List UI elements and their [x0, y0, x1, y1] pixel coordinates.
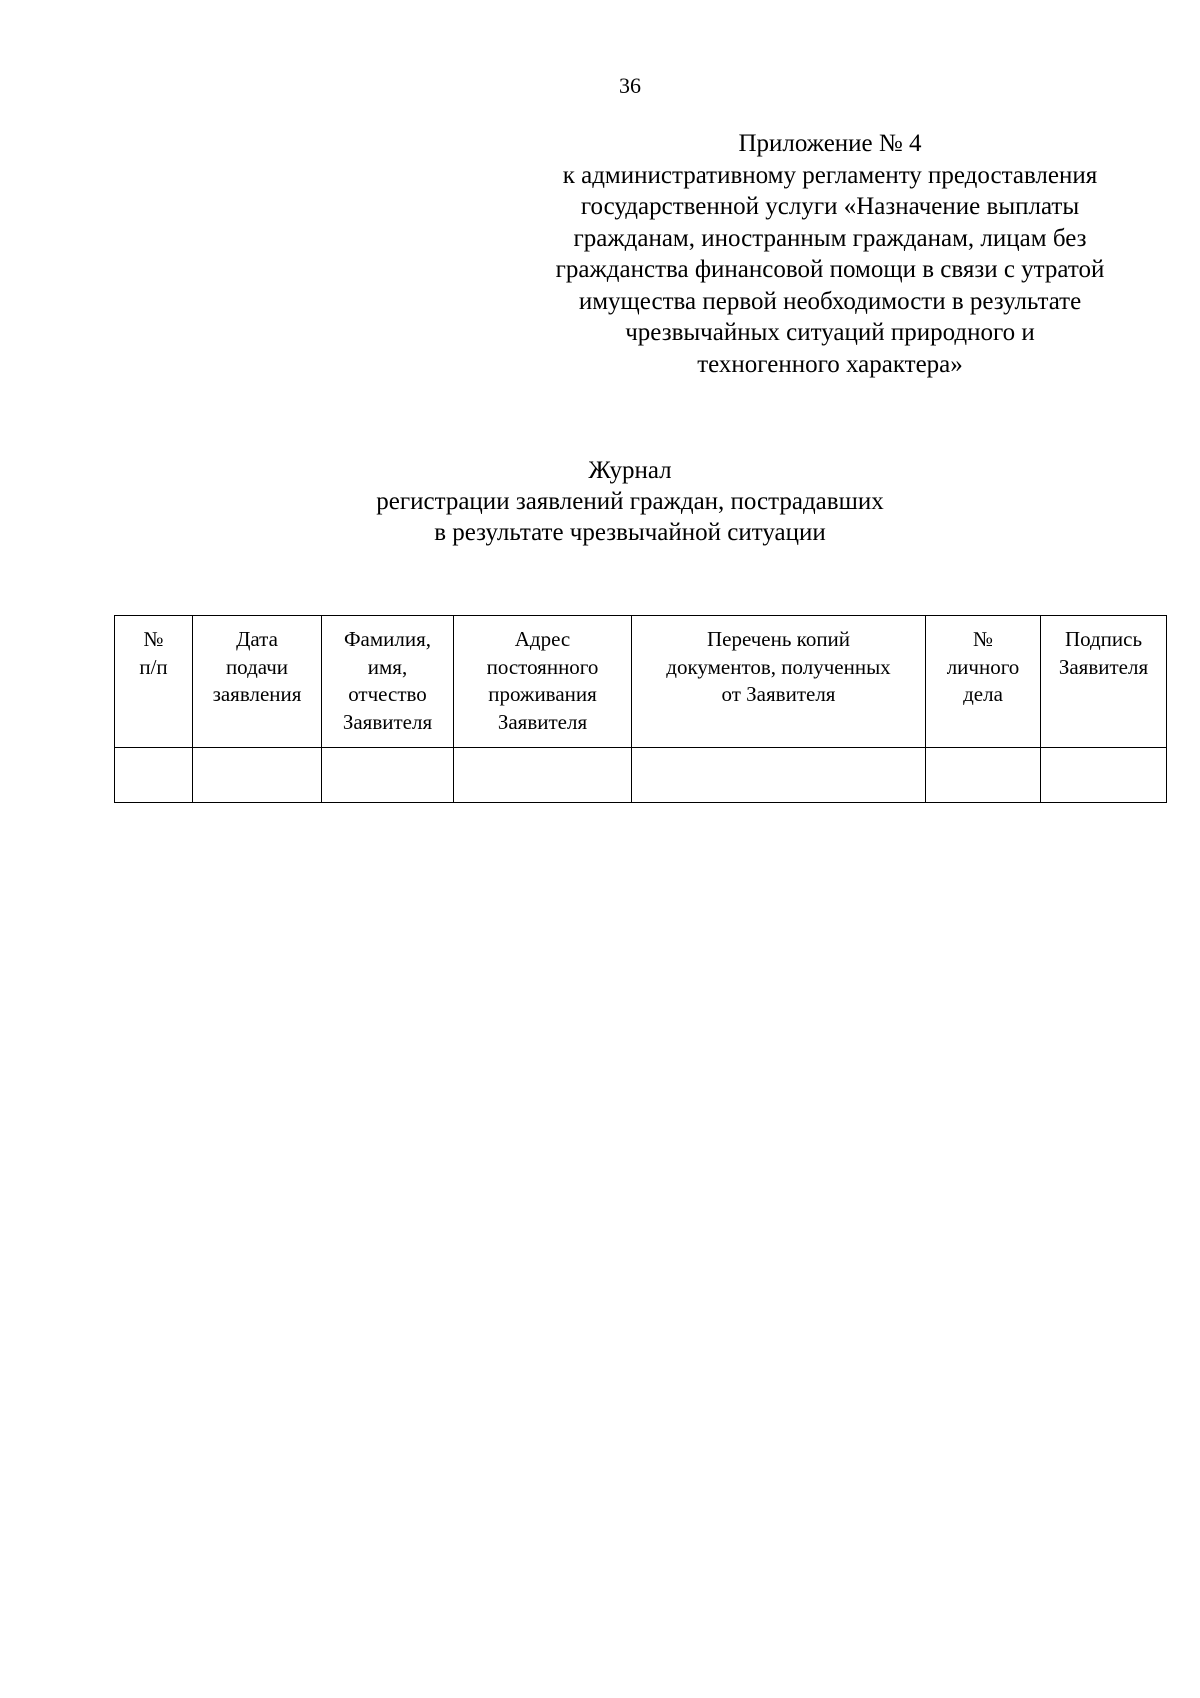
table-cell — [454, 748, 632, 803]
appendix-header — [500, 128, 1160, 380]
registry-table — [114, 615, 1167, 803]
journal-title-line: в результате чрезвычайной ситуации — [434, 519, 826, 546]
column-header-address: Адрес постоянного проживания Заявителя — [454, 616, 632, 748]
table-cell — [322, 748, 454, 803]
table-row — [115, 748, 1167, 803]
appendix-line: государственной услуги «Назначение выплаты — [580, 193, 1080, 220]
appendix-line: гражданства финансовой помощи в связи с утратой — [555, 256, 1105, 283]
journal-title — [200, 455, 1060, 548]
appendix-line: гражданам, иностранным гражданам, лицам без — [573, 224, 1087, 252]
table-cell — [632, 748, 926, 803]
appendix-line: чрезвычайных ситуаций природного и — [625, 319, 1035, 346]
appendix-line: к административному регламенту предоставления — [562, 161, 1098, 189]
table-cell — [1041, 748, 1167, 803]
appendix-line: техногенного характера» — [697, 350, 963, 378]
page-number: 36 — [619, 73, 641, 98]
table-cell — [926, 748, 1041, 803]
appendix-line: Приложение № 4 — [738, 130, 922, 157]
column-header-documents: Перечень копий документов, полученных от Заявителя — [632, 616, 926, 748]
journal-title-line: регистрации заявлений граждан, пострадавших — [376, 488, 884, 515]
column-header-signature: Подпись Заявителя — [1041, 616, 1167, 748]
column-header-name: Фамилия, имя, отчество Заявителя — [322, 616, 454, 748]
column-header-date: Дата подачи заявления — [193, 616, 322, 748]
column-header-case-number: № личного дела — [926, 616, 1041, 748]
table-header-row — [115, 616, 1167, 748]
column-header-number: № п/п — [115, 616, 193, 748]
table-cell — [193, 748, 322, 803]
table-cell — [115, 748, 193, 803]
journal-title-line: Журнал — [588, 457, 672, 484]
appendix-line: имущества первой необходимости в результате — [578, 287, 1082, 315]
